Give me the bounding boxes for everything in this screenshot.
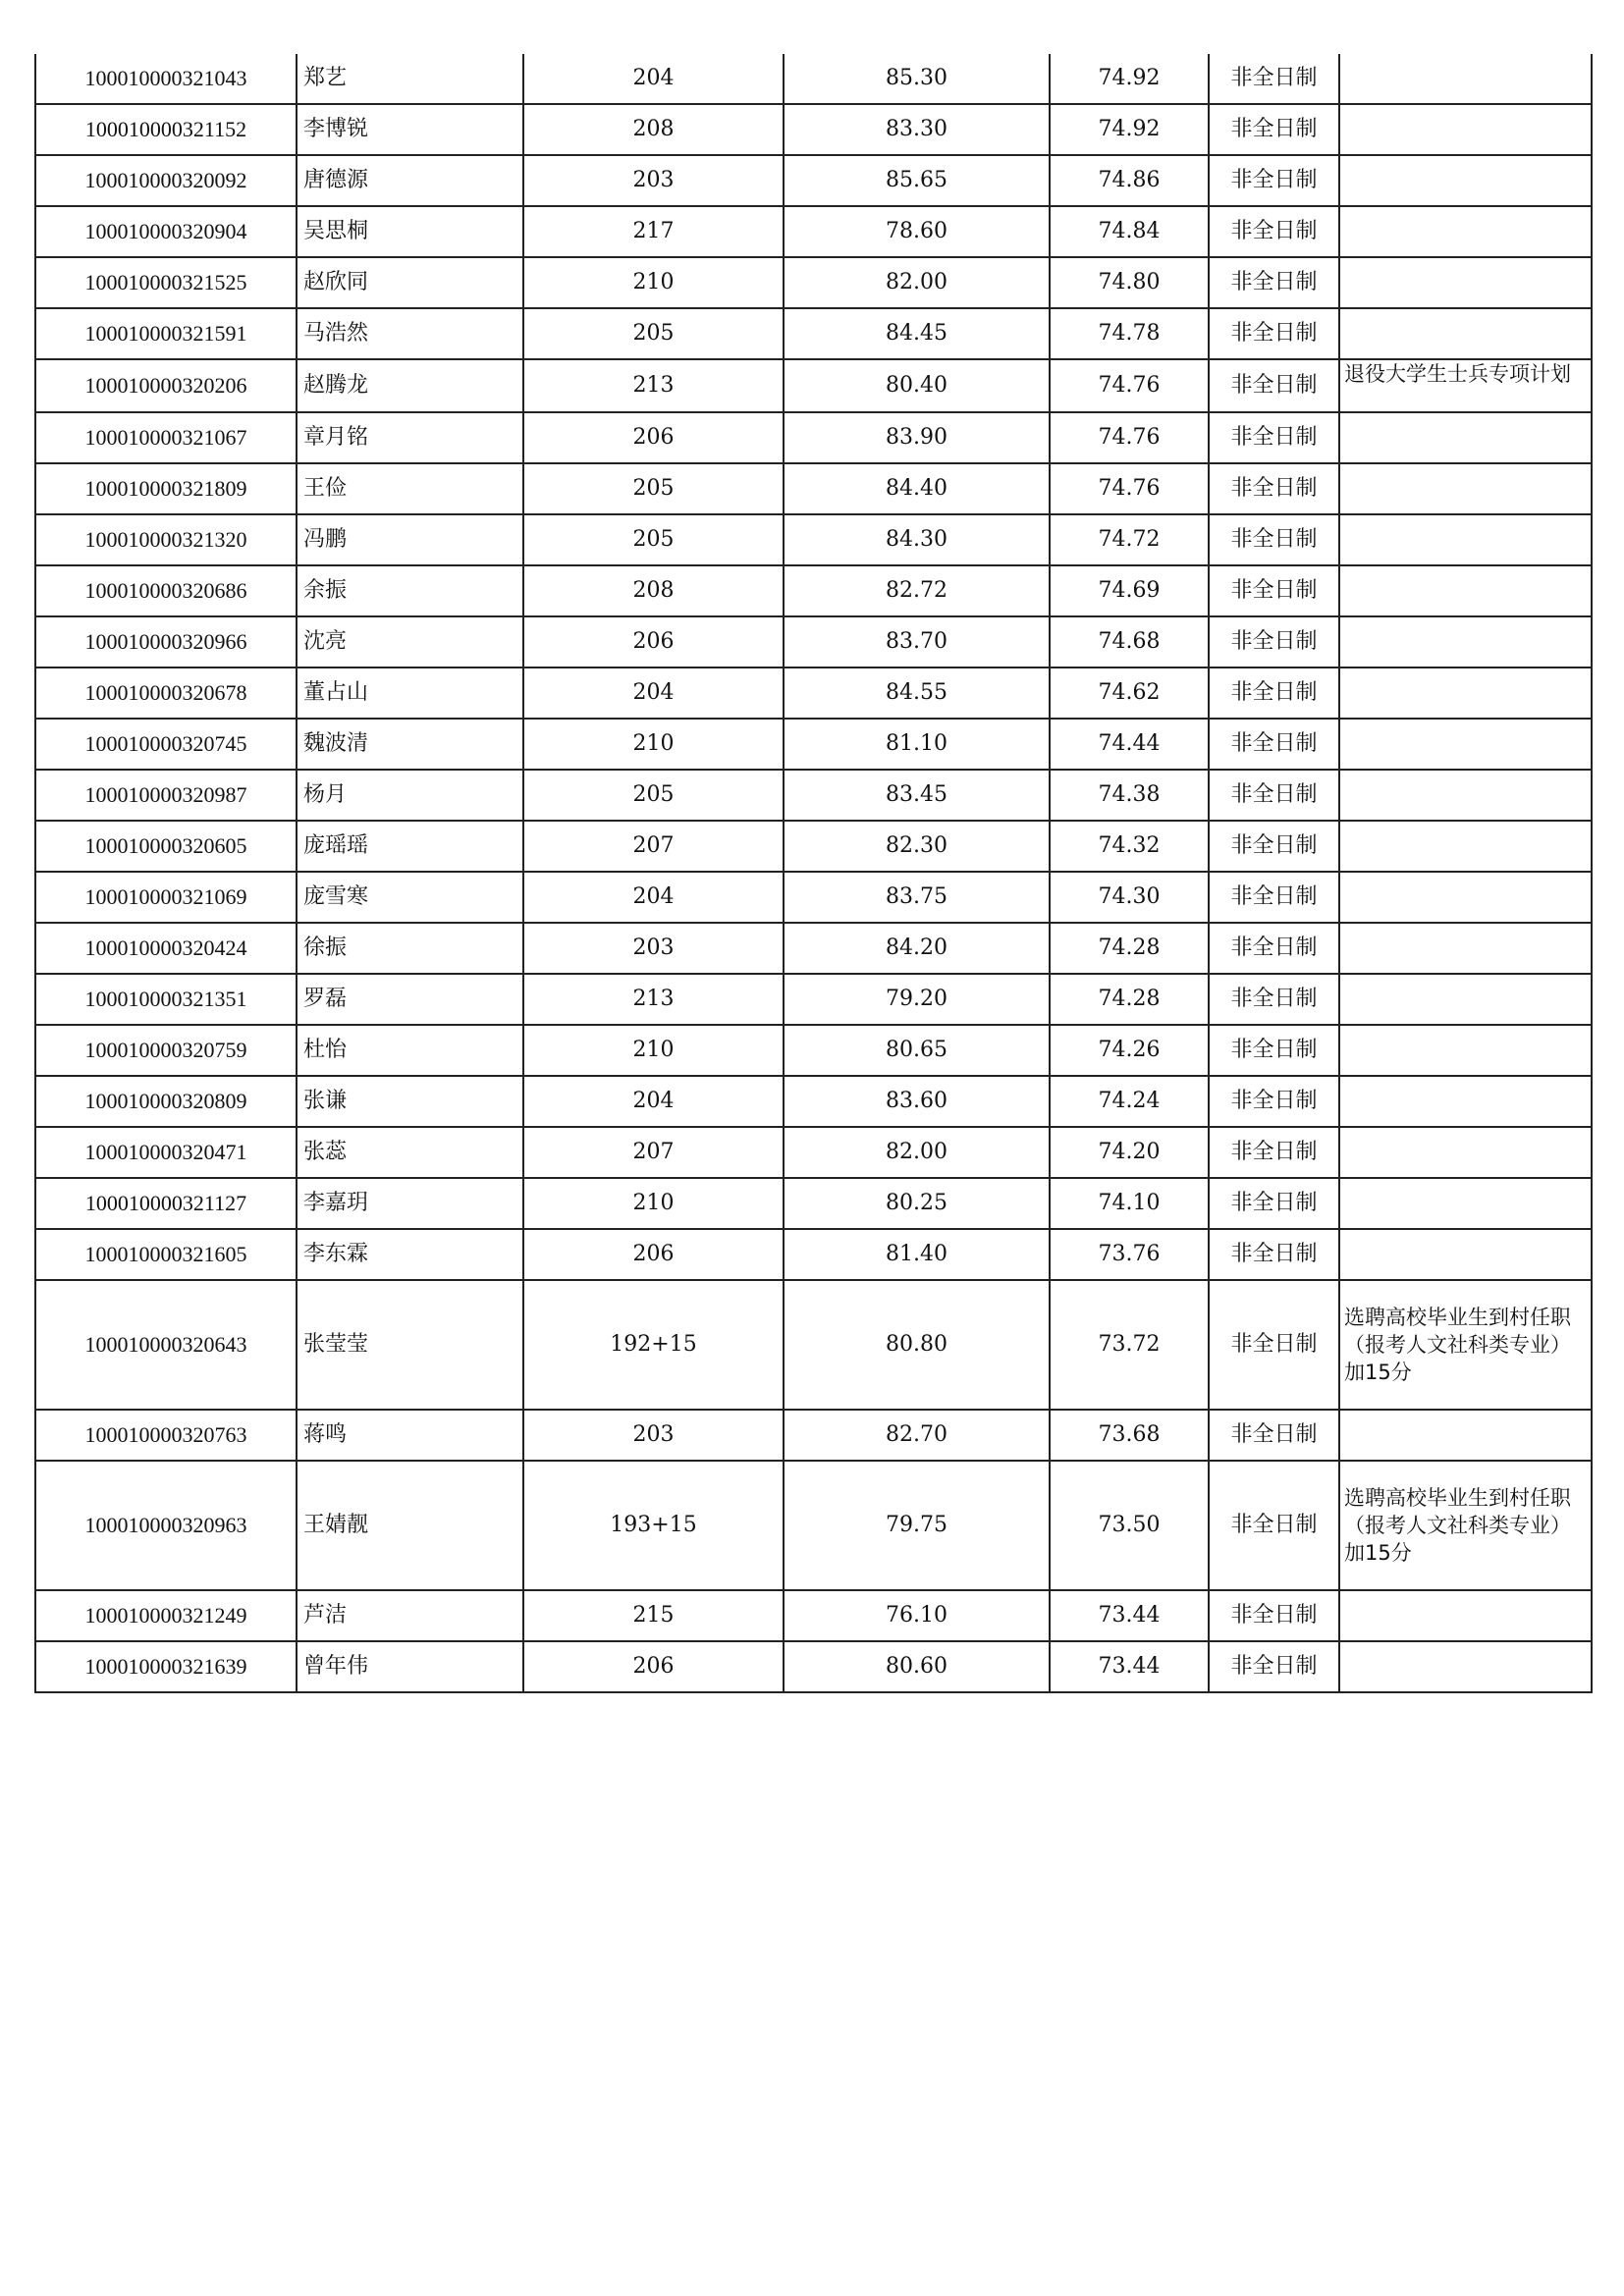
candidate-id-cell: 100010000320092	[35, 155, 297, 206]
remark-cell	[1339, 1229, 1592, 1280]
total-score-cell: 74.26	[1050, 1025, 1209, 1076]
retest-score-cell: 80.40	[784, 359, 1050, 412]
remark-cell: 选聘高校毕业生到村任职（报考人文社科类专业）加15分	[1339, 1461, 1592, 1590]
total-score-cell: 74.78	[1050, 308, 1209, 359]
total-score-cell: 73.72	[1050, 1280, 1209, 1410]
retest-score-cell: 81.10	[784, 719, 1050, 770]
table-row	[35, 1280, 1592, 1410]
study-type-cell: 非全日制	[1209, 463, 1339, 514]
candidate-name-cell: 杨月	[297, 770, 523, 821]
candidate-id-cell: 100010000320759	[35, 1025, 297, 1076]
initial-score-cell: 207	[523, 821, 784, 872]
candidate-name-cell: 芦洁	[297, 1590, 523, 1641]
retest-score-cell: 82.70	[784, 1410, 1050, 1461]
study-type-cell: 非全日制	[1209, 1641, 1339, 1692]
table-row	[35, 719, 1592, 770]
study-type-cell: 非全日制	[1209, 770, 1339, 821]
total-score-cell: 74.44	[1050, 719, 1209, 770]
table-row	[35, 667, 1592, 719]
table-row	[35, 1127, 1592, 1178]
study-type-cell: 非全日制	[1209, 1178, 1339, 1229]
initial-score-cell: 204	[523, 872, 784, 923]
remark-cell	[1339, 308, 1592, 359]
study-type-cell: 非全日制	[1209, 155, 1339, 206]
candidate-id-cell: 100010000320605	[35, 821, 297, 872]
table-row	[35, 1025, 1592, 1076]
candidate-name-cell: 庞雪寒	[297, 872, 523, 923]
candidate-id-cell: 100010000321639	[35, 1641, 297, 1692]
study-type-cell: 非全日制	[1209, 1280, 1339, 1410]
total-score-cell: 74.24	[1050, 1076, 1209, 1127]
total-score-cell: 73.68	[1050, 1410, 1209, 1461]
study-type-cell: 非全日制	[1209, 1410, 1339, 1461]
total-score-cell: 74.76	[1050, 359, 1209, 412]
initial-score-cell: 193+15	[523, 1461, 784, 1590]
total-score-cell: 74.76	[1050, 463, 1209, 514]
remark-cell	[1339, 616, 1592, 667]
study-type-cell: 非全日制	[1209, 1229, 1339, 1280]
remark-cell	[1339, 770, 1592, 821]
table-row	[35, 565, 1592, 616]
candidate-id-cell: 100010000320987	[35, 770, 297, 821]
remark-cell	[1339, 206, 1592, 257]
remark-cell	[1339, 923, 1592, 974]
total-score-cell: 74.76	[1050, 412, 1209, 463]
study-type-cell: 非全日制	[1209, 616, 1339, 667]
initial-score-cell: 206	[523, 412, 784, 463]
study-type-cell: 非全日制	[1209, 923, 1339, 974]
candidate-name-cell: 曾年伟	[297, 1641, 523, 1692]
initial-score-cell: 213	[523, 359, 784, 412]
candidate-id-cell: 100010000320471	[35, 1127, 297, 1178]
candidate-name-cell: 李嘉玥	[297, 1178, 523, 1229]
table-row	[35, 923, 1592, 974]
retest-score-cell: 83.45	[784, 770, 1050, 821]
study-type-cell: 非全日制	[1209, 359, 1339, 412]
candidate-name-cell: 张莹莹	[297, 1280, 523, 1410]
retest-score-cell: 80.60	[784, 1641, 1050, 1692]
candidate-name-cell: 李博锐	[297, 104, 523, 155]
total-score-cell: 73.44	[1050, 1590, 1209, 1641]
retest-score-cell: 79.20	[784, 974, 1050, 1025]
candidate-name-cell: 魏波清	[297, 719, 523, 770]
candidate-name-cell: 杜怡	[297, 1025, 523, 1076]
initial-score-cell: 208	[523, 104, 784, 155]
table-row	[35, 1590, 1592, 1641]
retest-score-cell: 84.55	[784, 667, 1050, 719]
candidate-name-cell: 章月铭	[297, 412, 523, 463]
initial-score-cell: 217	[523, 206, 784, 257]
initial-score-cell: 204	[523, 667, 784, 719]
table-row	[35, 1178, 1592, 1229]
candidate-name-cell: 蒋鸣	[297, 1410, 523, 1461]
table-row	[35, 54, 1592, 104]
candidate-id-cell: 100010000321525	[35, 257, 297, 308]
remark-cell	[1339, 1076, 1592, 1127]
retest-score-cell: 80.80	[784, 1280, 1050, 1410]
study-type-cell: 非全日制	[1209, 821, 1339, 872]
retest-score-cell: 83.30	[784, 104, 1050, 155]
table-row	[35, 155, 1592, 206]
study-type-cell: 非全日制	[1209, 719, 1339, 770]
candidate-id-cell: 100010000320904	[35, 206, 297, 257]
candidate-name-cell: 李东霖	[297, 1229, 523, 1280]
remark-cell	[1339, 104, 1592, 155]
candidate-id-cell: 100010000320686	[35, 565, 297, 616]
candidate-id-cell: 100010000321320	[35, 514, 297, 565]
initial-score-cell: 192+15	[523, 1280, 784, 1410]
initial-score-cell: 210	[523, 257, 784, 308]
study-type-cell: 非全日制	[1209, 104, 1339, 155]
initial-score-cell: 203	[523, 923, 784, 974]
candidate-id-cell: 100010000320809	[35, 1076, 297, 1127]
remark-cell	[1339, 565, 1592, 616]
initial-score-cell: 204	[523, 54, 784, 104]
initial-score-cell: 205	[523, 463, 784, 514]
initial-score-cell: 203	[523, 1410, 784, 1461]
table-row	[35, 412, 1592, 463]
candidate-name-cell: 余振	[297, 565, 523, 616]
remark-cell	[1339, 719, 1592, 770]
initial-score-cell: 206	[523, 616, 784, 667]
candidate-id-cell: 100010000320424	[35, 923, 297, 974]
initial-score-cell: 205	[523, 514, 784, 565]
table-row	[35, 770, 1592, 821]
candidate-id-cell: 100010000320963	[35, 1461, 297, 1590]
candidate-name-cell: 庞瑶瑶	[297, 821, 523, 872]
remark-cell	[1339, 54, 1592, 104]
remark-cell	[1339, 1641, 1592, 1692]
study-type-cell: 非全日制	[1209, 206, 1339, 257]
study-type-cell: 非全日制	[1209, 1461, 1339, 1590]
retest-score-cell: 78.60	[784, 206, 1050, 257]
candidate-id-cell: 100010000321067	[35, 412, 297, 463]
remark-cell	[1339, 1410, 1592, 1461]
retest-score-cell: 83.75	[784, 872, 1050, 923]
retest-score-cell: 84.45	[784, 308, 1050, 359]
table-row	[35, 974, 1592, 1025]
retest-score-cell: 84.20	[784, 923, 1050, 974]
candidate-name-cell: 董占山	[297, 667, 523, 719]
candidate-id-cell: 100010000320745	[35, 719, 297, 770]
study-type-cell: 非全日制	[1209, 514, 1339, 565]
remark-cell	[1339, 974, 1592, 1025]
remark-cell	[1339, 667, 1592, 719]
table-row	[35, 359, 1592, 412]
candidate-name-cell: 郑艺	[297, 54, 523, 104]
study-type-cell: 非全日制	[1209, 667, 1339, 719]
total-score-cell: 73.76	[1050, 1229, 1209, 1280]
candidate-id-cell: 100010000321152	[35, 104, 297, 155]
remark-cell	[1339, 463, 1592, 514]
candidate-id-cell: 100010000321249	[35, 1590, 297, 1641]
table-row	[35, 463, 1592, 514]
retest-score-cell: 82.72	[784, 565, 1050, 616]
candidate-id-cell: 100010000321605	[35, 1229, 297, 1280]
candidate-id-cell: 100010000321127	[35, 1178, 297, 1229]
candidate-id-cell: 100010000320206	[35, 359, 297, 412]
retest-score-cell: 82.00	[784, 257, 1050, 308]
total-score-cell: 74.92	[1050, 54, 1209, 104]
remark-cell	[1339, 821, 1592, 872]
table-row	[35, 104, 1592, 155]
table-row	[35, 1410, 1592, 1461]
candidate-name-cell: 张谦	[297, 1076, 523, 1127]
study-type-cell: 非全日制	[1209, 1025, 1339, 1076]
candidate-name-cell: 王俭	[297, 463, 523, 514]
remark-cell	[1339, 514, 1592, 565]
retest-score-cell: 80.25	[784, 1178, 1050, 1229]
remark-cell: 选聘高校毕业生到村任职（报考人文社科类专业）加15分	[1339, 1280, 1592, 1410]
candidate-id-cell: 100010000321591	[35, 308, 297, 359]
total-score-cell: 74.28	[1050, 974, 1209, 1025]
remark-cell: 退役大学生士兵专项计划	[1339, 359, 1592, 412]
initial-score-cell: 210	[523, 1178, 784, 1229]
study-type-cell: 非全日制	[1209, 1127, 1339, 1178]
initial-score-cell: 213	[523, 974, 784, 1025]
table-row	[35, 821, 1592, 872]
candidate-name-cell: 王婧靓	[297, 1461, 523, 1590]
initial-score-cell: 206	[523, 1641, 784, 1692]
total-score-cell: 74.92	[1050, 104, 1209, 155]
initial-score-cell: 205	[523, 308, 784, 359]
candidate-name-cell: 冯鹏	[297, 514, 523, 565]
initial-score-cell: 210	[523, 1025, 784, 1076]
retest-score-cell: 83.70	[784, 616, 1050, 667]
score-sheet	[34, 54, 1591, 1693]
total-score-cell: 74.10	[1050, 1178, 1209, 1229]
remark-cell	[1339, 412, 1592, 463]
study-type-cell: 非全日制	[1209, 257, 1339, 308]
table-row	[35, 514, 1592, 565]
total-score-cell: 74.84	[1050, 206, 1209, 257]
candidate-id-cell: 100010000321069	[35, 872, 297, 923]
study-type-cell: 非全日制	[1209, 412, 1339, 463]
retest-score-cell: 85.30	[784, 54, 1050, 104]
candidate-id-cell: 100010000320678	[35, 667, 297, 719]
retest-score-cell: 83.60	[784, 1076, 1050, 1127]
total-score-cell: 73.50	[1050, 1461, 1209, 1590]
candidate-name-cell: 徐振	[297, 923, 523, 974]
table-row	[35, 308, 1592, 359]
candidate-id-cell: 100010000321351	[35, 974, 297, 1025]
candidate-id-cell: 100010000321043	[35, 54, 297, 104]
total-score-cell: 74.69	[1050, 565, 1209, 616]
remark-cell	[1339, 1025, 1592, 1076]
candidate-id-cell: 100010000320966	[35, 616, 297, 667]
table-row	[35, 206, 1592, 257]
total-score-cell: 74.20	[1050, 1127, 1209, 1178]
retest-score-cell: 82.30	[784, 821, 1050, 872]
candidate-name-cell: 张蕊	[297, 1127, 523, 1178]
total-score-cell: 74.72	[1050, 514, 1209, 565]
remark-cell	[1339, 257, 1592, 308]
initial-score-cell: 208	[523, 565, 784, 616]
study-type-cell: 非全日制	[1209, 872, 1339, 923]
candidate-name-cell: 马浩然	[297, 308, 523, 359]
retest-score-cell: 85.65	[784, 155, 1050, 206]
study-type-cell: 非全日制	[1209, 54, 1339, 104]
total-score-cell: 74.32	[1050, 821, 1209, 872]
remark-cell	[1339, 155, 1592, 206]
retest-score-cell: 84.40	[784, 463, 1050, 514]
study-type-cell: 非全日制	[1209, 974, 1339, 1025]
table-row	[35, 1461, 1592, 1590]
retest-score-cell: 76.10	[784, 1590, 1050, 1641]
table-body	[35, 54, 1592, 1692]
total-score-cell: 74.86	[1050, 155, 1209, 206]
candidate-name-cell: 吴思桐	[297, 206, 523, 257]
candidate-id-cell: 100010000321809	[35, 463, 297, 514]
candidate-name-cell: 罗磊	[297, 974, 523, 1025]
table-row	[35, 1641, 1592, 1692]
remark-cell	[1339, 1178, 1592, 1229]
total-score-cell: 74.68	[1050, 616, 1209, 667]
table-row	[35, 872, 1592, 923]
retest-score-cell: 81.40	[784, 1229, 1050, 1280]
initial-score-cell: 205	[523, 770, 784, 821]
study-type-cell: 非全日制	[1209, 565, 1339, 616]
candidate-name-cell: 唐德源	[297, 155, 523, 206]
study-type-cell: 非全日制	[1209, 1590, 1339, 1641]
retest-score-cell: 83.90	[784, 412, 1050, 463]
table-row	[35, 1076, 1592, 1127]
initial-score-cell: 210	[523, 719, 784, 770]
retest-score-cell: 82.00	[784, 1127, 1050, 1178]
study-type-cell: 非全日制	[1209, 1076, 1339, 1127]
initial-score-cell: 206	[523, 1229, 784, 1280]
admission-score-table	[34, 54, 1593, 1693]
candidate-id-cell: 100010000320643	[35, 1280, 297, 1410]
table-row	[35, 257, 1592, 308]
total-score-cell: 74.38	[1050, 770, 1209, 821]
initial-score-cell: 204	[523, 1076, 784, 1127]
table-row	[35, 1229, 1592, 1280]
candidate-name-cell: 沈亮	[297, 616, 523, 667]
initial-score-cell: 215	[523, 1590, 784, 1641]
remark-cell	[1339, 872, 1592, 923]
table-row	[35, 616, 1592, 667]
total-score-cell: 74.80	[1050, 257, 1209, 308]
retest-score-cell: 84.30	[784, 514, 1050, 565]
study-type-cell: 非全日制	[1209, 308, 1339, 359]
total-score-cell: 74.30	[1050, 872, 1209, 923]
candidate-name-cell: 赵腾龙	[297, 359, 523, 412]
remark-cell	[1339, 1590, 1592, 1641]
total-score-cell: 74.28	[1050, 923, 1209, 974]
candidate-name-cell: 赵欣同	[297, 257, 523, 308]
initial-score-cell: 203	[523, 155, 784, 206]
total-score-cell: 73.44	[1050, 1641, 1209, 1692]
initial-score-cell: 207	[523, 1127, 784, 1178]
retest-score-cell: 80.65	[784, 1025, 1050, 1076]
retest-score-cell: 79.75	[784, 1461, 1050, 1590]
remark-cell	[1339, 1127, 1592, 1178]
total-score-cell: 74.62	[1050, 667, 1209, 719]
candidate-id-cell: 100010000320763	[35, 1410, 297, 1461]
